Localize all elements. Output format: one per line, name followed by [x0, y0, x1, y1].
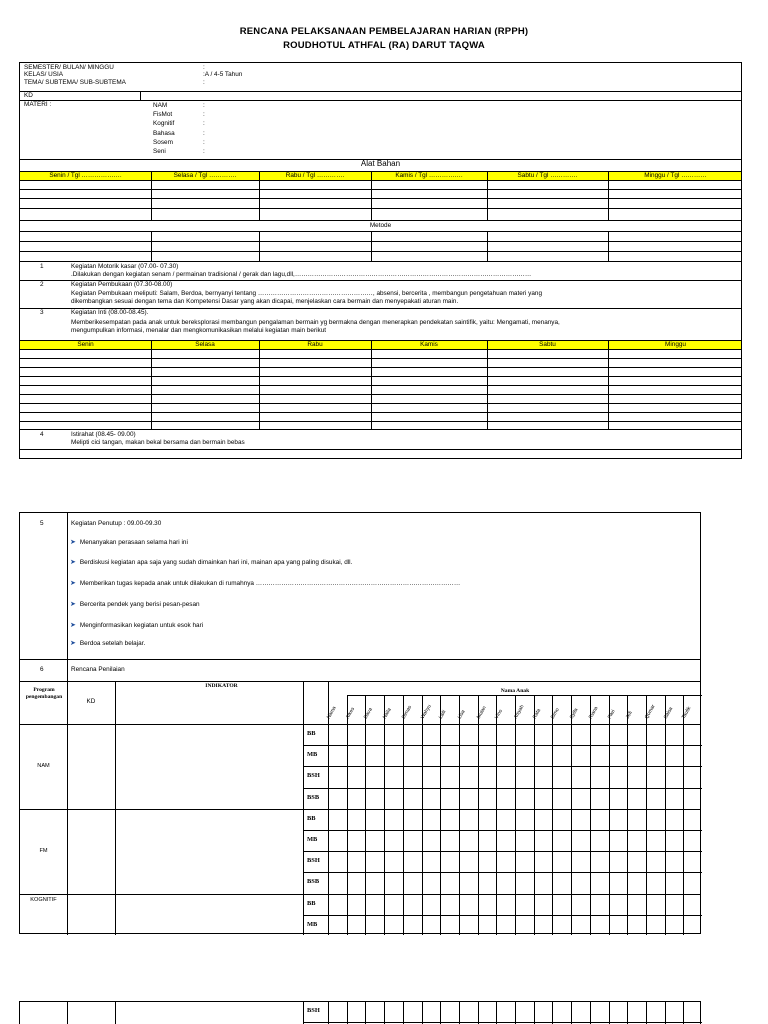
- column-divider: [328, 1002, 329, 1024]
- activity-3-desc1: Memberikesempatan pada anak untuk bereksplorasi membangun pengalaman bermain yg bermakna dengan menerapkan pendekatan saintifik, yaitu: Mengamati, menanya,: [71, 319, 560, 326]
- activity-3-desc2: mengumpulkan informasi, menalar dan mengkomunikasikan melalui kegiatan main berikut: [71, 327, 327, 334]
- column-divider: [608, 231, 609, 261]
- column-divider: [478, 695, 479, 935]
- level-bsh: BSH: [307, 772, 320, 780]
- arrow-bullet-icon: ➤: [70, 640, 76, 647]
- row-divider: [20, 394, 741, 395]
- penutup-item: [70, 622, 203, 630]
- level-bsb: BSB: [307, 878, 320, 886]
- tema-label: TEMA/ SUBTEMA/ SUB-SUBTEMA: [24, 79, 126, 86]
- penutup-item-text: Bercerita pendek yang berisi pesan-pesan: [79, 601, 200, 608]
- document-title: RENCANA PELAKSANAAN PEMBELAJARAN HARIAN (RPPH): [239, 26, 529, 37]
- column-divider: [151, 171, 152, 220]
- penutup-title: Kegiatan Penutup : 09.00-09.30: [71, 520, 162, 527]
- activity-3-title: Kegiatan Inti (08.00-08.45).: [71, 309, 149, 316]
- column-divider: [590, 695, 591, 935]
- row-divider: [303, 915, 702, 916]
- column-divider: [384, 1002, 385, 1024]
- kegiatan-inti-day: Rabu: [307, 341, 323, 348]
- column-divider: [459, 1002, 460, 1024]
- activity-2-no: 2: [40, 281, 44, 288]
- column-divider: [478, 1002, 479, 1024]
- penutup-item: [70, 559, 352, 567]
- materi-colon: :: [203, 111, 205, 119]
- activity-2-title: Kegiatan Pembukaan (07.30-08.00): [71, 281, 173, 288]
- level-bb: BB: [307, 899, 316, 907]
- student-name: Jefi: [624, 710, 635, 720]
- kegiatan-inti-day: Senin: [77, 341, 94, 348]
- column-divider: [552, 695, 553, 935]
- column-divider: [151, 340, 152, 429]
- student-name: Dava: [363, 706, 375, 720]
- istirahat-no: 4: [40, 431, 44, 438]
- column-divider: [646, 695, 647, 935]
- materi-item: Sosem: [153, 138, 173, 146]
- column-divider: [496, 1002, 497, 1024]
- activity-2-desc2: dikembangkan sesuai dengan tema dan Kompetensi Dasar yang akan dicapai, menjelaskan cara bermain dan menyepakati aturan main.: [71, 298, 459, 305]
- tema-colon: :: [203, 79, 205, 86]
- column-divider: [371, 231, 372, 261]
- level-mb: MB: [307, 751, 318, 759]
- kelas-label: KELAS/ USIA: [24, 71, 64, 78]
- column-divider: [646, 1002, 647, 1024]
- istirahat-desc: Melipti cici tangan, makan bekal bersama dan bermain bebas: [71, 439, 245, 446]
- group-divider: [20, 809, 700, 810]
- activity-1-desc: .Dilakukan dengan kegiatan senam / permainan tradisional / gerak dan lagu,dll,…………………………………………………………………………………………………: [71, 271, 532, 278]
- column-divider: [609, 1002, 610, 1024]
- column-divider: [151, 231, 152, 261]
- column-divider: [384, 695, 385, 935]
- program-nam: NAM: [37, 763, 50, 770]
- activity-2-desc1: Kegiatan Pembukaan meliputi: Salam, Berdoa, bernyanyi tentang ………………………………………………, absensi, bercerita , membangun pengetahuan materi yang: [71, 290, 542, 297]
- column-divider: [440, 695, 441, 935]
- column-divider: [590, 1002, 591, 1024]
- row-divider: [20, 403, 741, 404]
- materi-item: FisMot: [153, 111, 173, 119]
- student-name: Aisyah: [512, 703, 526, 720]
- row-divider: [20, 349, 741, 350]
- row-divider: [303, 851, 702, 852]
- column-divider: [552, 1002, 553, 1024]
- student-name: Lisa: [456, 709, 467, 720]
- student-name: Vino: [494, 708, 505, 720]
- column-divider: [487, 340, 488, 429]
- materi-colon: :: [203, 148, 205, 155]
- level-bb: BB: [307, 730, 316, 737]
- materi-colon: :: [203, 102, 205, 109]
- column-divider: [347, 695, 348, 935]
- column-divider: [665, 1002, 666, 1024]
- student-name: Salsa: [662, 706, 674, 720]
- row-divider: [303, 788, 702, 789]
- row-divider: [20, 376, 741, 377]
- level-mb: MB: [307, 836, 318, 843]
- istirahat-title: Istirahat (08.45- 09.00): [71, 431, 136, 438]
- arrow-bullet-icon: ➤: [70, 580, 76, 587]
- penutup-item-text: Berdiskusi kegiatan apa saja yang sudah dimainkan hari ini, mainan apa yang paling disukai, dll.: [79, 559, 353, 566]
- arrow-bullet-icon: ➤: [70, 622, 76, 629]
- rpph-main-table: [19, 62, 742, 459]
- row-divider: [303, 766, 702, 767]
- column-divider: [259, 231, 260, 261]
- column-divider: [609, 695, 610, 935]
- materi-colon: :: [203, 129, 205, 137]
- program-kognitif: KOGNITIF: [30, 896, 57, 903]
- col-kd-header: KD: [86, 698, 96, 705]
- column-divider: [683, 1002, 684, 1024]
- kelas-value: :A / 4-5 Tahun: [203, 71, 243, 78]
- column-divider: [259, 340, 260, 429]
- column-divider: [403, 695, 404, 935]
- student-name: Riana: [587, 705, 600, 720]
- student-name: Nama: [325, 705, 338, 720]
- student-name: Syifa: [568, 707, 580, 720]
- column-divider: [515, 1002, 516, 1024]
- semester-colon: :: [203, 64, 205, 71]
- column-divider: [422, 1002, 423, 1024]
- penutup-item-text: Memberikan tugas kepada anak untuk dilakukan di rumahnya ……………………………………………………………………………………: [79, 580, 461, 587]
- row-divider: [20, 385, 741, 386]
- program-fm: FM: [39, 848, 48, 855]
- column-divider: [440, 1002, 441, 1024]
- column-divider: [627, 695, 628, 935]
- penilaian-title: Rencana Penilaian: [71, 666, 125, 673]
- col-indikator-header: INDIKATOR: [205, 683, 238, 689]
- row-divider: [20, 367, 741, 368]
- column-divider: [608, 340, 609, 429]
- student-name: Bimo: [550, 707, 562, 720]
- student-name: Laili: [437, 709, 448, 720]
- column-divider: [627, 1002, 628, 1024]
- level-bsh: BSH: [307, 857, 320, 865]
- alat-bahan-day: Sabtu / Tgl ………….: [517, 172, 578, 179]
- alat-bahan-day: Selasa / Tgl ………….: [173, 172, 237, 179]
- penutup-item-text: Menginformasikan kegiatan untuk esok hari: [79, 622, 204, 629]
- penutup-item-text: Berdoa setelah belajar.: [79, 640, 146, 647]
- materi-item: Kognitif: [153, 120, 175, 128]
- student-name: Fikri: [606, 708, 617, 720]
- penutup-item: [70, 539, 188, 547]
- activity-3-no: 3: [40, 309, 44, 316]
- row-divider: [303, 872, 702, 873]
- column-divider: [403, 1002, 404, 1024]
- alat-bahan-day: Kamis / Tgl …………….: [395, 172, 463, 179]
- student-name: Alkes: [344, 706, 356, 720]
- column-divider: [371, 340, 372, 429]
- level-bb: BB: [307, 814, 316, 822]
- student-name: Taufik: [681, 705, 693, 720]
- row-divider: [20, 421, 741, 422]
- alat-bahan-day: Senin / Tgl ……………….: [49, 172, 122, 179]
- activity-1-no: 1: [40, 263, 44, 270]
- group-divider: [20, 894, 700, 895]
- penilaian-no: 6: [40, 666, 44, 673]
- level-mb: MB: [307, 920, 318, 928]
- alat-bahan-title: Alat Bahan: [360, 159, 401, 168]
- continuation-level: BSH: [307, 1007, 320, 1014]
- column-divider: [365, 695, 366, 935]
- semester-label: SEMESTER/ BULAN/ MINGGU: [24, 64, 114, 71]
- column-divider: [259, 171, 260, 220]
- col-program-header: Program pengembangan: [25, 687, 63, 700]
- column-divider: [571, 695, 572, 935]
- kegiatan-inti-day: Selasa: [195, 341, 215, 348]
- student-name: Dimas: [400, 704, 413, 720]
- penutup-item: [70, 580, 460, 588]
- column-divider: [665, 695, 666, 935]
- arrow-bullet-icon: ➤: [70, 559, 76, 566]
- alat-bahan-day: Minggu / Tgl …………: [644, 172, 707, 179]
- column-divider: [534, 1002, 535, 1024]
- arrow-bullet-icon: ➤: [70, 601, 76, 608]
- materi-colon: :: [203, 120, 205, 128]
- row-divider: [347, 695, 702, 696]
- column-divider: [371, 171, 372, 220]
- materi-item: Bahasa: [153, 129, 175, 137]
- continuation-table: [19, 1001, 701, 1024]
- penutup-item: [70, 640, 145, 648]
- penutup-item: [70, 601, 200, 609]
- activity-1-title: Kegiatan Motorik kasar (07.00- 07.30): [71, 263, 179, 270]
- level-bsb: BSB: [307, 793, 320, 801]
- penutup-item-text: Menanyakan perasaan selama hari ini: [79, 539, 188, 546]
- col-nama-anak-header: Nama Anak: [500, 688, 530, 694]
- materi-colon: :: [203, 138, 205, 146]
- column-divider: [496, 695, 497, 935]
- kegiatan-inti-day: Kamis: [420, 341, 438, 348]
- metode-title: Metode: [369, 222, 392, 229]
- column-divider: [683, 695, 684, 935]
- materi-item: Seni: [153, 148, 166, 155]
- student-name: Rafa: [531, 707, 542, 720]
- column-divider: [459, 695, 460, 935]
- materi-label: MATERI :: [24, 101, 52, 108]
- column-divider: [487, 231, 488, 261]
- penutup-penilaian-table: [19, 512, 701, 934]
- row-divider: [20, 358, 741, 359]
- penutup-no: 5: [40, 520, 44, 527]
- column-divider: [422, 695, 423, 935]
- row-divider: [303, 745, 702, 746]
- kd-label: KD: [24, 92, 33, 99]
- school-name: ROUDHOTUL ATHFAL (RA) DARUT TAQWA: [283, 40, 485, 51]
- column-divider: [515, 695, 516, 935]
- column-divider: [571, 1002, 572, 1024]
- row-divider: [20, 724, 700, 725]
- student-name: Naila: [381, 707, 393, 720]
- student-name: Wahyu: [419, 703, 433, 720]
- kegiatan-inti-day: Sabtu: [539, 341, 556, 348]
- column-divider: [608, 171, 609, 220]
- row-divider: [303, 830, 702, 831]
- arrow-bullet-icon: ➤: [70, 539, 76, 546]
- student-name: Mulan: [475, 705, 488, 720]
- alat-bahan-day: Rabu / Tgl ………….: [285, 172, 345, 179]
- column-divider: [365, 1002, 366, 1024]
- row-divider: [20, 412, 741, 413]
- column-divider: [534, 695, 535, 935]
- materi-item: NAM: [153, 102, 168, 109]
- kegiatan-inti-day: Minggu: [665, 341, 686, 348]
- column-divider: [347, 1002, 348, 1024]
- student-name: Qomar: [643, 703, 657, 720]
- column-divider: [487, 171, 488, 220]
